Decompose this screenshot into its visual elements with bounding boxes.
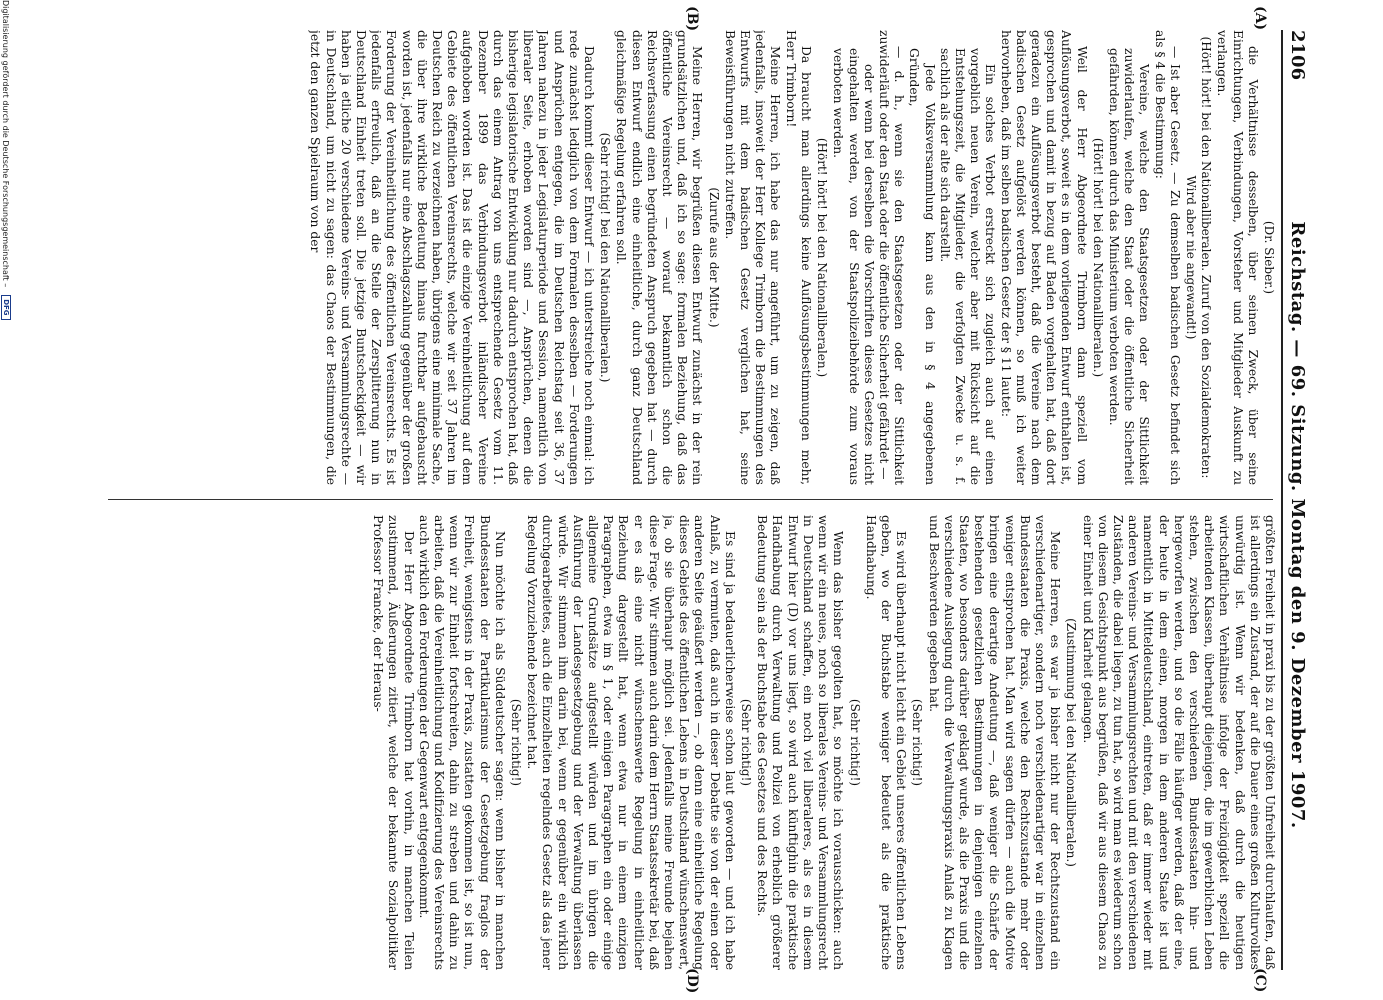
interjection: (Hört! hört! bei den Nationalliberalen.)	[815, 137, 830, 378]
interjection: (Sehr richtig!)	[509, 698, 524, 787]
paragraph: größten Freiheit in praxi bis zu der größten Unfreiheit durchlaufen, daß ist allerdings ein Zustand, der auf die Dauer eines großen Kulturvolkes unwürdig ist. Wenn wir bedenken, daß durch die heutigen wirtschaftlichen Verhältnisse infolge der Freizügigkeit speziell die arbeitenden Klassen, überhaupt diejenigen, die im gewerblichen Leben stehen, zwischen den verschiedenen Bundesstaaten hin- und hergeworfen werden, und so die Fälle häufiger werden, daß der eine, der heute in dem einen, morgen in dem anderen Staate ist und namentlich in Mitteldeutschland, eintreten, daß er immer wieder mit anderen Vereins- und Versammlungsrechten und mit den verschiedenen Zuständen, die dabei liegen, zu tun hat, so wird man es wiederum schon von diesem Gesichtspunkt aus begrüßen, daß wir aus diesem Chaos zu einer Einheit und Klarheit gelangen.	[1080, 515, 1277, 970]
paragraph: Wenn das bisher gegolten hat, so möchte ich vorausschicken: auch wenn wir ein neues, noch so liberales Vereins- und Versammlungsrecht in Deutschland schaffen, ein noch viel liberaleres, als es in diesem Entwurf hier (D) vor uns liegt, so wird auch künftighin die praktische Handhabung durch Verwaltung und Polizei von erheblich größerer Bedeutung sein als der Buchstabe des Gesetzes und des Rechts.	[755, 515, 846, 970]
paragraph: die Verhältnisse desselben, über seinen Zweck, über seine Einrichtungen, Verbindungen, Vorsteher und Mitglieder Auskunft zu verlangen.	[1215, 30, 1260, 485]
margin-marker-d: (D)	[684, 968, 700, 994]
speaker-name: (Dr. Sieber.)	[1262, 220, 1276, 295]
quoted-paragraph: Vereine, welche den Staatsgesetzen oder der Sittlichkeit zuwiderlaufen, welche den Staat oder die öffentliche Sicherheit gefährden, können durch das Ministerium verboten werden.	[1106, 48, 1152, 485]
interjection: (Sehr richtig!)	[847, 698, 862, 787]
interjection: (Zurufe aus der Mitte.)	[706, 187, 721, 328]
paragraph: Weil der Herr Abgeordnete Trimborn dann speziell vom Auflösungsverbot, soweit es in dem vorliegenden Entwurf enthalten ist, gesprochen und damit in bezug auf Baden vorgehalten hat, daß dort geradezu ein Auflösungsverbot besteht, daß die Vereine nach dem badischen Gesetz aufgelöst werden können, so muß ich weiter hervorheben, daß im selben badischen Gesetz der § 11 lautet:	[998, 30, 1089, 485]
margin-marker-a: (A)	[1252, 6, 1268, 31]
page-number: 2106	[1287, 30, 1309, 81]
paragraph: Nun möchte ich als Süddeutscher sagen: wenn bisher in manchen Bundesstaaten der Partikularismus der Gesetzgebung fraglos der Freiheit, wenigstens in der Praxis, zustatten gekommen ist, so ist nun, wenn wir zur Einheit fortschreiten, dahin zu streben und dahin zu arbeiten, daß die Vereinheitlichung und Kodifizierung des Vereinsrechts auch wirklich den Forderungen der Gegenwart entgegenkommt.	[416, 515, 507, 970]
paragraph: Der Herr Abgeordnete Trimborn hat vorhin, in manchen Teilen zustimmend, Äußerungen zitiert, welche der bekannte Sozialpolitiker Professor Francke, der Heraus-	[371, 515, 416, 970]
margin-marker-c: (C)	[1252, 968, 1268, 993]
paragraph: Dadurch kommt dieser Entwurf — ich unterstreiche noch einmal: ich rede zunächst lediglich von dem Formalen desselben — Forderungen und Ansprüchen entgegen, die im Deutschen Reichstag seit 36, 37 Jahren nahezu in jeder Legislaturperiode und Session, namentlich von liberaler Seite, erhoben worden sind —, Ansprüchen, denen die bisherige legislatorische Entwicklung nur dadurch entsprochen hat, daß durch das einem Antrag von uns entsprechende Gesetz vom 11. Dezember 1899 das Verbindungsverbot inländischer Vereine aufgehoben worden ist. Das ist die einzige Vereinheitlichung auf dem Gebiete des öffentlichen Vereinsrechts, welche wir seit 37 Jahren im Deutschen Reich zu verzeichnen haben, übrigens eine minimale Sache, die über ihre wirkliche Bedeutung hinaus furchtbar aufgebauscht worden ist, jedenfalls nur eine Abschlagszahlung gegenüber der großen Forderung der Vereinheitlichung des öffentlichen Vereinsrechts. Es ist jedenfalls erfreulich, daß an die Stelle der Zersplitterung nun in Deutschland Einheit treten soll. Die jetzige Buntscheckigkeit — wir haben ja etliche 20 verschiedene Vereins- und Versammlungsrechte — in Deutschland, um nicht zu sagen: das Chaos der Bestimmungen, die jetzt den ganzen Spielraum von der	[308, 30, 597, 485]
paragraph: — d. h., wenn sie den Staatsgesetzen oder der Sittlichkeit zuwiderläuft oder den Staat oder die öffentliche Sicherheit gefährdet —	[876, 30, 907, 485]
paragraph: Es sind ja bedauerlicherweise schon laut geworden — und ich habe Anlaß, zu vermuten, daß auch in dieser Debatte sie von der einen oder anderen Seite geäußert werden —, ob denn eine einheitliche Regelung dieses Gebiets des öffentlichen Lebens in Deutschland wünschenswert, ja, ob sie überhaupt möglich sei. Jedenfalls meine Freunde bejahen diese Frage. Wir stimmen auch darin dem Herrn Staatssekretär bei, daß er es als eine nicht wünschenswerte Regelung in einheitlicher Beziehung dargestellt hat, wenn etwa nur in einem einzigen Paragraphen, etwa im § 1, oder einigen Paragraphen ein oder einige allgemeine Grundsätze aufgestellt würden und im übrigen die Ausführung der Landesgesetzgebung und der Verwaltung überlassen würde. Wir stimmen ihm darin bei, wenn er gegenüber ein wirklich durchgearbeitetes, auch die Einzelheiten regelndes Gesetz als das jener Regelung Vorzuziehende bezeichnet hat.	[525, 515, 737, 970]
interjection: (Sehr richtig! bei den Nationalliberalen.)	[598, 132, 613, 383]
page-header	[1281, 30, 1313, 970]
footer-text: Digitalisierung gefördert durch die Deutsche Forschungsgemeinschaft –	[1, 0, 11, 288]
paragraph: Meine Herren, ich habe das nur angeführt, um zu zeigen, daß jedenfalls, insoweit der Herr Kollege Trimborn die Bestimmungen des Entwurfs mit dem badischen Gesetz verglichen hat, seine Beweisführungen nicht zutreffen.	[722, 30, 783, 485]
interjection: (Hört! hört! bei den Nationalliberalen.)	[1090, 137, 1105, 378]
quoted-paragraph: Ein solches Verbot erstreckt sich zugleich auch auf einen vorgeblich neuen Verein, welcher aber mit Rücksicht auf die Entstehungszeit, die Mitglieder, die verfolgten Zwecke u. s. f. sachlich als der alte sich darstellt.	[937, 48, 998, 485]
paragraph: Meine Herren, wir begrüßen diesen Entwurf zunächst in der rein grundsätzlichen und, daß ich so sage: formalen Beziehung, daß das öffentliche Vereinsrecht — worauf bekanntlich schon die Reichsverfassung einen begründeten Anspruch gegeben hat — durch diesen Entwurf endlich eine einheitliche, durch ganz Deutschland gleichmäßige Regelung erfahren soll.	[614, 30, 705, 485]
left-text-column	[107, 30, 1277, 485]
interjection: (Zustimmung bei den Nationalliberalen.)	[1064, 618, 1079, 867]
quoted-paragraph: Jede Volksversammlung kann aus den in § 4 angegebenen Gründen,	[907, 48, 937, 485]
paragraph: — Ist aber Gesetz. — Zu demselben badischen Gesetz befindet sich als § 4 die Bestimmung:	[1152, 30, 1182, 485]
page-title: Reichstag. — 69. Sitzung. Montag den 9. Dezember 1907.	[1287, 221, 1309, 829]
paragraph: Es wird überhaupt nicht leicht ein Gebiet unseres öffentlichen Lebens geben, wo der Buchstabe weniger bedeutet als die praktische Handhabung.	[863, 515, 909, 970]
interjection: (Hört! hört! bei den Nationalliberalen. Zuruf von den Sozialdemokraten: Wird aber nie angewandt!)	[1183, 36, 1214, 479]
dfg-logo: DFG	[1, 295, 11, 319]
column-divider	[108, 499, 1273, 500]
interjection: (Sehr richtig!)	[910, 698, 925, 787]
right-text-column	[107, 515, 1277, 970]
paragraph: Da braucht man allerdings keine Auflösungsbestimmungen mehr, Herr Trimborn!	[783, 30, 813, 485]
quoted-paragraph: oder wenn bei derselben die Vorschriften dieses Gesetzes nicht eingehalten werden, von der Staatspolizeibehörde zum voraus verboten werden.	[831, 48, 876, 485]
margin-marker-b: (B)	[684, 6, 700, 32]
paragraph: Meine Herren, es war ja bisher nicht nur der Rechtszustand ein verschiedenartiger, sondern noch verschiedenartiger war in einzelnen Bundesstaaten die Praxis, welche den Rechtszustande mehr oder weniger entsprochen hat. Man wird sagen dürfen — auch die Motive bringen eine derartige Andeutung —, daß weniger die Schärfe der bestehenden gesetzlichen Bestimmungen in denjenigen einzelnen Staaten, wo besonders darüber geklagt wurde, als die Praxis und die verschiedene Auslegung durch die Verwaltungspraxis Anlaß zu Klagen und Beschwerden gegeben hat.	[926, 515, 1063, 970]
interjection: (Sehr richtig!)	[739, 698, 754, 787]
page-footer	[1, 0, 11, 1000]
